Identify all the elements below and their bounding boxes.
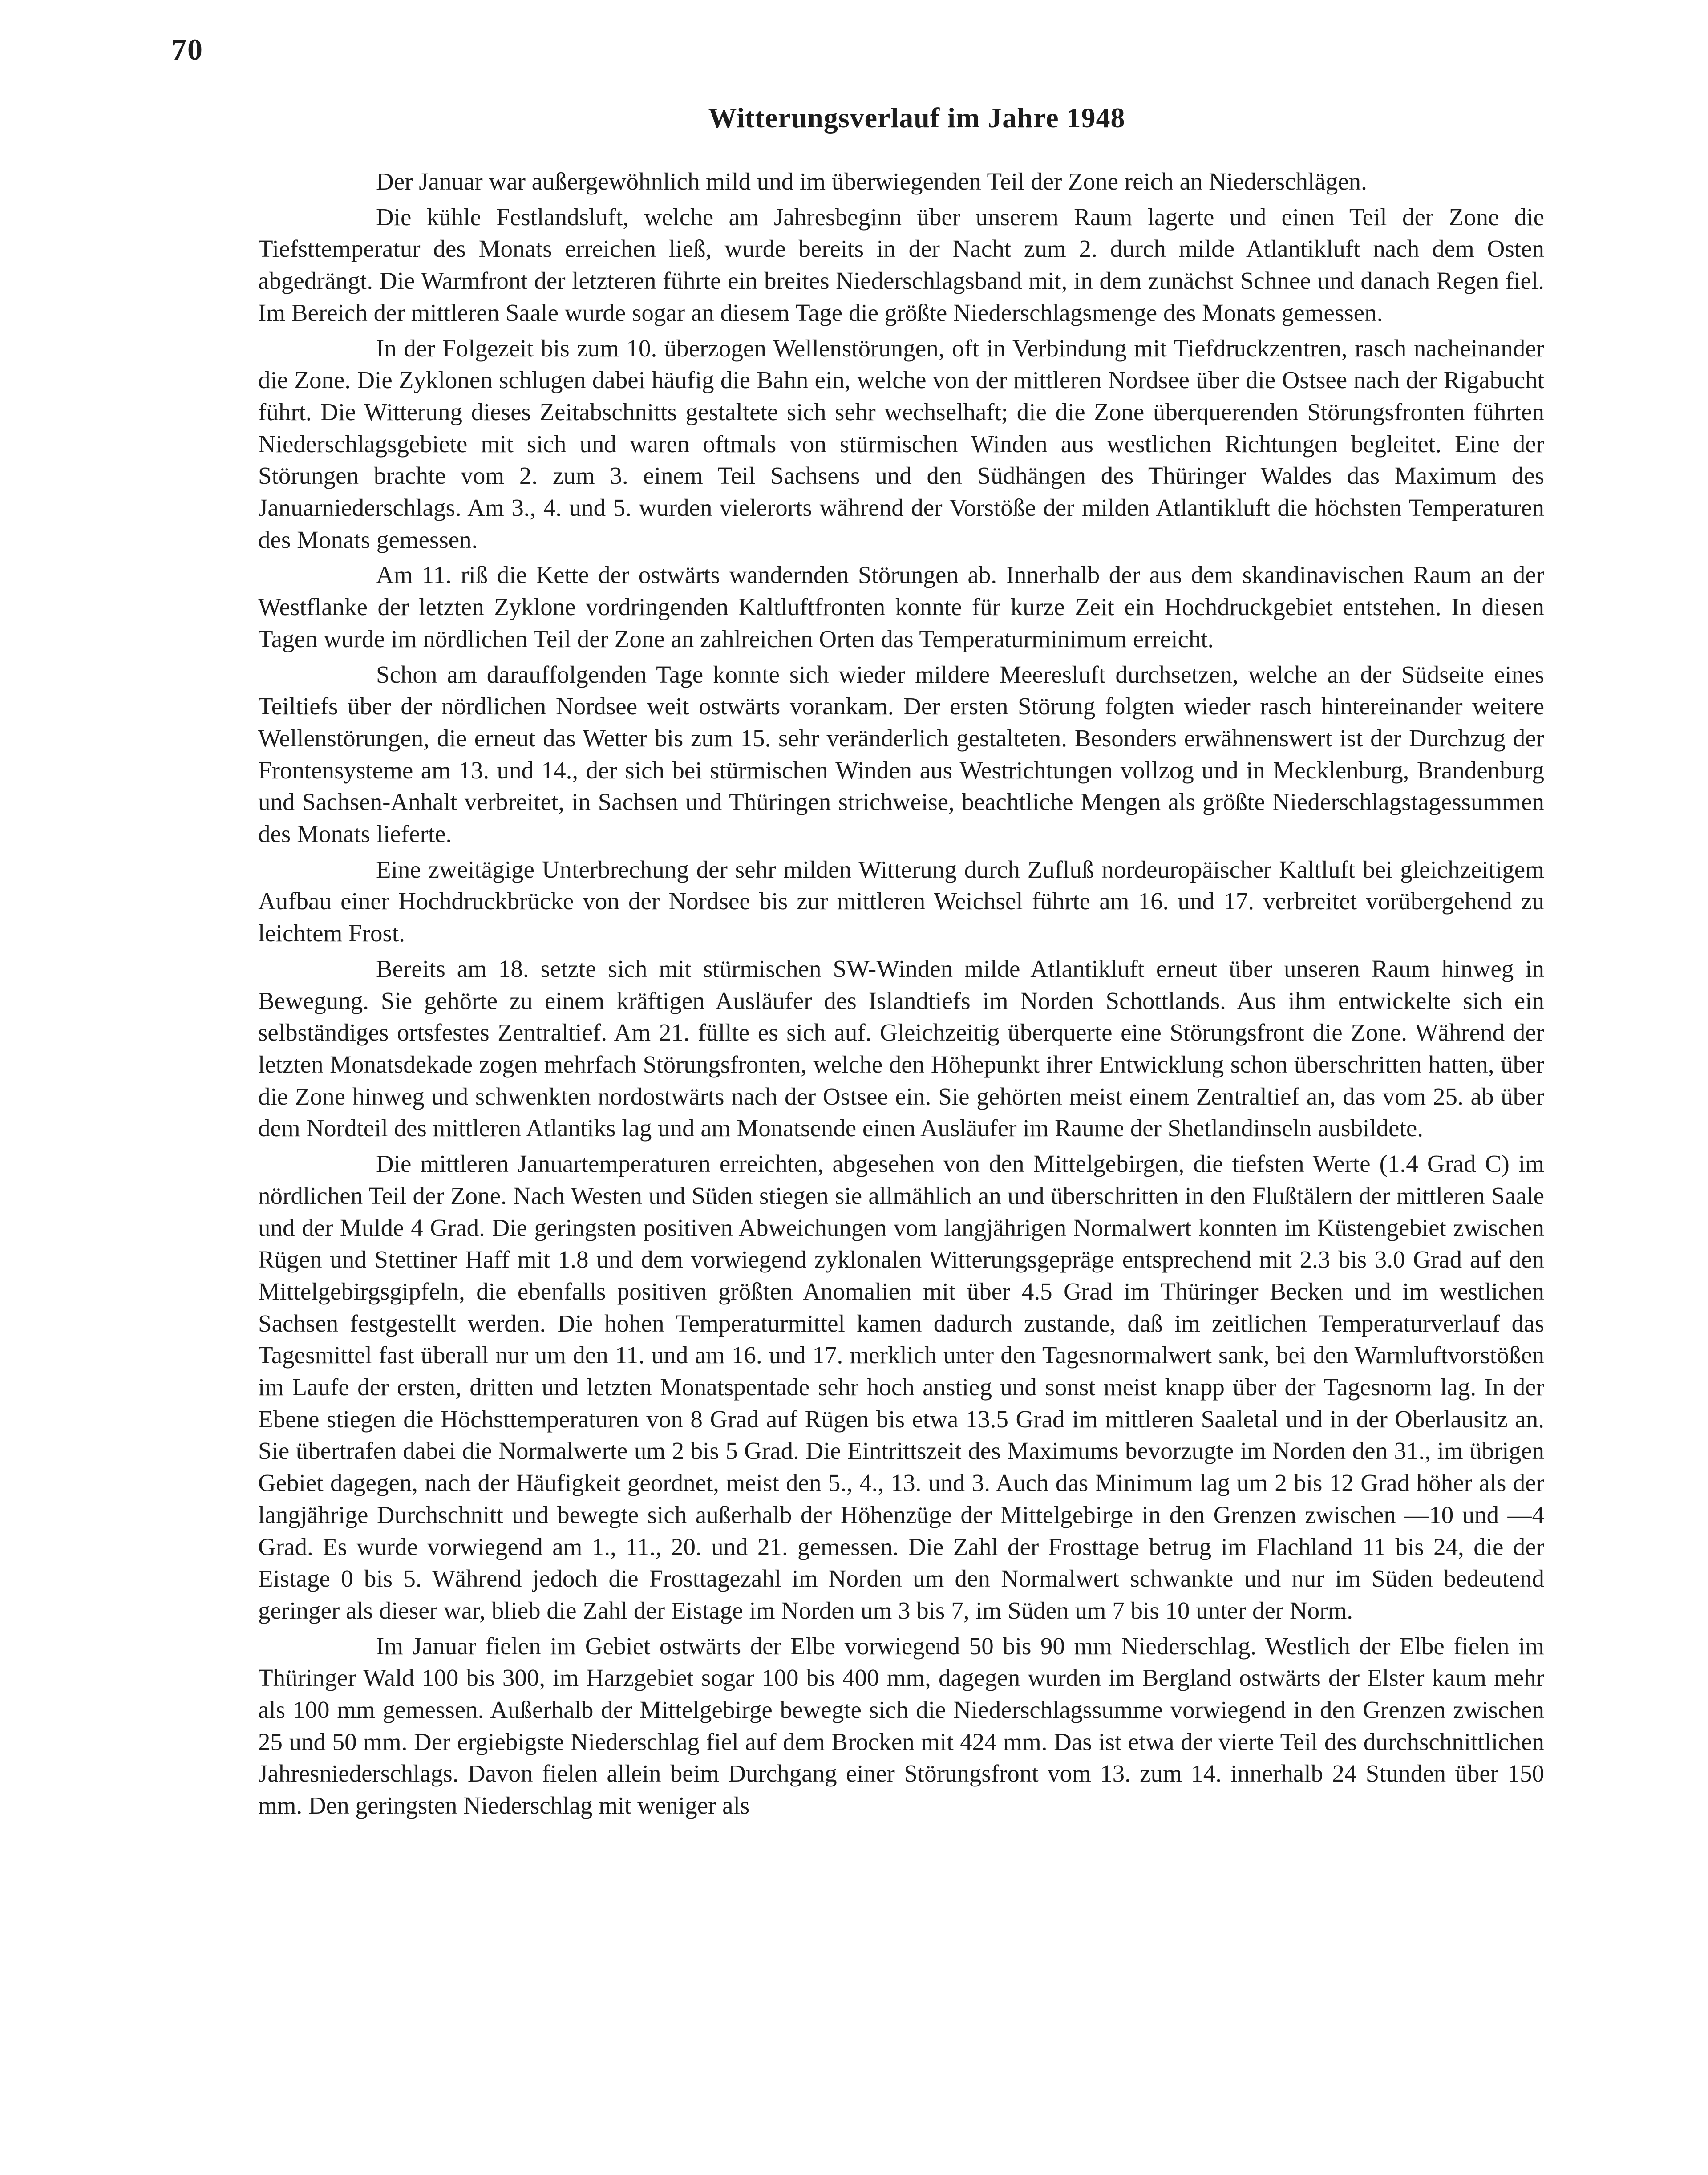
paragraph: Bereits am 18. setzte sich mit stürmischen SW-Winden milde Atlantikluft erneut über unseren Raum hinweg in Bewegung. Sie gehörte zu einem kräftigen Ausläufer des Islandtiefs im Norden Schottlands. Aus ihm entwickelte sich ein selbständiges ortsfestes Zentraltief. Am 21. füllte es sich auf. Gleichzeitig überquerte eine Störungsfront die Zone. Während der letzten Monatsdekade zogen mehrfach Störungsfronten, welche den Höhepunkt ihrer Entwicklung schon überschritten hatten, über die Zone hinweg und schwenkten nordostwärts nach der Ostsee ein. Sie gehörten meist einem Zentraltief an, das vom 25. ab über dem Nordteil des mittleren Atlantiks lag und am Monatsende einen Ausläufer im Raume der Shetlandinseln ausbildete. <box>258 955 1544 1142</box>
paragraph: Die kühle Festlandsluft, welche am Jahresbeginn über unserem Raum lagerte und einen Teil der Zone die Tiefsttemperatur des Monats erreichen ließ, wurde bereits in der Nacht zum 2. durch milde Atlantikluft nach dem Osten abgedrängt. Die Warmfront der letzteren führte ein breites Niederschlagsband mit, in dem zunächst Schnee und danach Regen fiel. Im Bereich der mittleren Saale wurde sogar an diesem Tage die größte Niederschlagsmenge des Monats gemessen. <box>258 203 1544 326</box>
paragraph: Der Januar war außergewöhnlich mild und im überwiegenden Teil der Zone reich an Niederschlägen. <box>376 168 1367 195</box>
page-number: 70 <box>171 32 203 66</box>
paragraph: Die mittleren Januartemperaturen erreichten, abgesehen von den Mittelgebirgen, die tiefsten Werte (1.4 Grad C) im nördlichen Teil der Zone. Nach Westen und Süden stiegen sie allmählich an und überschritten in den Flußtälern der mittleren Saale und der Mulde 4 Grad. Die geringsten positiven Abweichungen vom langjährigen Normalwert konnten im Küstengebiet zwischen Rügen und Stettiner Haff mit 1.8 und dem vorwiegend zyklonalen Witterungsgepräge entsprechend mit 2.3 bis 3.0 Grad auf den Mittelgebirgsgipfeln, die ebenfalls positiven größten Anomalien mit über 4.5 Grad im Thüringer Becken und im westlichen Sachsen festgestellt werden. Die hohen Temperaturmittel kamen dadurch zustande, daß im zeitlichen Temperaturverlauf das Tagesmittel fast überall nur um den 11. und am 16. und 17. merklich unter den Tagesnormalwert sank, bei den Warmluftvorstößen im Laufe der ersten, dritten und letzten Monatspentade sehr hoch anstieg und sonst meist knapp über der Tagesnorm lag. In der Ebene stiegen die Höchsttemperaturen von 8 Grad auf Rügen bis etwa 13.5 Grad im mittleren Saaletal und in der Oberlausitz an. Sie übertrafen dabei die Normalwerte um 2 bis 5 Grad. Die Eintrittszeit des Maximums bevorzugte im Norden den 31., im übrigen Gebiet dagegen, nach der Häufigkeit geordnet, meist den 5., 4., 13. und 3. Auch das Minimum lag um 2 bis 12 Grad höher als der langjährige Durchschnitt und bewegte sich außerhalb der Höhenzüge der Mittelgebirge in den Grenzen zwischen —10 und —4 Grad. Es wurde vorwiegend am 1., 11., 20. und 21. gemessen. Die Zahl der Frosttage betrug im Flachland 11 bis 24, die der Eistage 0 bis 5. Während jedoch die Frosttagezahl im Norden um den Normalwert schwankte und nur im Süden bedeutend geringer als dieser war, blieb die Zahl der Eistage im Norden um 3 bis 7, im Süden um 7 bis 10 unter der Norm. <box>258 1150 1544 1624</box>
paragraph: Eine zweitägige Unterbrechung der sehr milden Witterung durch Zufluß nordeuropäischer Kaltluft bei gleichzeitigem Aufbau einer Hochdruckbrücke von der Nordsee bis zur mittleren Weichsel führte am 16. und 17. verbreitet vorübergehend zu leichtem Frost. <box>258 855 1544 947</box>
paragraph: Im Januar fielen im Gebiet ostwärts der Elbe vorwiegend 50 bis 90 mm Niederschlag. Westlich der Elbe fielen im Thüringer Wald 100 bis 300, im Harzgebiet sogar 100 bis 400 mm, dagegen wurden im Bergland ostwärts der Elster kaum mehr als 100 mm gemessen. Außerhalb der Mittelgebirge bewegte sich die Niederschlagssumme vorwiegend in den Grenzen zwischen 25 und 50 mm. Der ergiebigste Niederschlag fiel auf dem Brocken mit 424 mm. Das ist etwa der vierte Teil des durchschnittlichen Jahresniederschlags. Davon fielen allein beim Durchgang einer Störungsfront vom 13. zum 14. innerhalb 24 Stunden über 150 mm. Den geringsten Niederschlag mit weniger als <box>258 1632 1544 1819</box>
paragraph: Am 11. riß die Kette der ostwärts wandernden Störungen ab. Innerhalb der aus dem skandinavischen Raum an der Westflanke der letzten Zyklone vordringenden Kaltluftfronten konnte für kurze Zeit ein Hochdruckgebiet entstehen. In diesen Tagen wurde im nördlichen Teil der Zone an zahlreichen Orten das Temperaturminimum erreicht. <box>258 561 1544 652</box>
page-title: Witterungsverlauf im Jahre 1948 <box>708 102 1125 134</box>
paragraph: Schon am darauffolgenden Tage konnte sich wieder mildere Meeresluft durchsetzen, welche an der Südseite eines Teiltiefs über der nördlichen Nordsee weit ostwärts vorankam. Der ersten Störung folgten wieder rasch hintereinander weitere Wellenstörungen, die erneut das Wetter bis zum 15. sehr veränderlich gestalteten. Besonders erwähnenswert ist der Durchzug der Frontensysteme am 13. und 14., der sich bei stürmischen Winden aus Westrichtungen vollzog und in Mecklenburg, Brandenburg und Sachsen-Anhalt verbreitet, in Sachsen und Thüringen strichweise, beachtliche Mengen als größte Niederschlagstagessummen des Monats lieferte. <box>258 660 1544 848</box>
body-text <box>258 166 1544 1822</box>
paragraph: In der Folgezeit bis zum 10. überzogen Wellenstörungen, oft in Verbindung mit Tiefdruckzentren, rasch nacheinander die Zone. Die Zyklonen schlugen dabei häufig die Bahn ein, welche von der mittleren Nordsee über die Ostsee nach der Rigabucht führt. Die Witterung dieses Zeitabschnitts gestaltete sich sehr wechselhaft; die die Zone überquerenden Störungsfronten führten Niederschlagsgebiete mit sich und waren oftmals von stürmischen Winden aus westlichen Richtungen begleitet. Eine der Störungen brachte vom 2. zum 3. einem Teil Sachsens und den Südhängen des Thüringer Waldes das Maximum des Januarniederschlags. Am 3., 4. und 5. wurden vielerorts während der Vorstöße der milden Atlantikluft die höchsten Temperaturen des Monats gemessen. <box>258 334 1544 553</box>
